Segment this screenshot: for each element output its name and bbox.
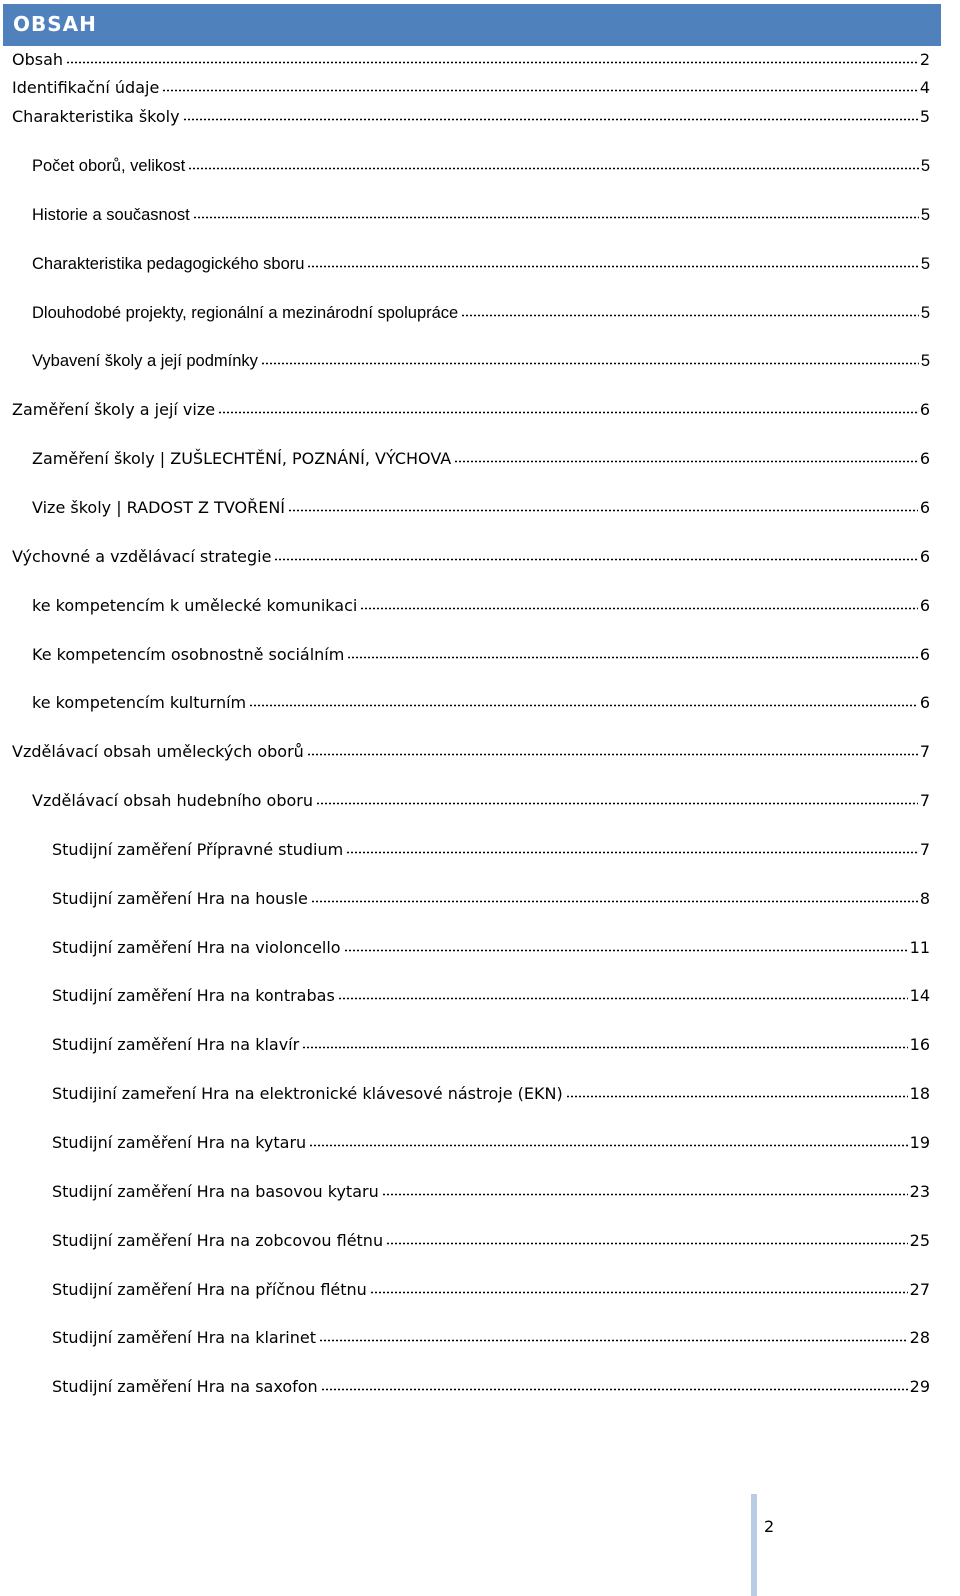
toc-entry[interactable] — [32, 348, 930, 374]
toc-entry-title: Výchovné a vzdělávací strategie — [12, 547, 272, 566]
toc-entry-page: 5 — [920, 255, 930, 273]
toc-dot-leader — [344, 948, 908, 952]
toc-entry-title: ke kompetencím k umělecké komunikaci — [32, 596, 358, 615]
toc-entry[interactable] — [52, 1374, 930, 1400]
toc-dot-leader — [162, 88, 918, 92]
toc-entry-title: Charakteristika školy — [12, 107, 180, 126]
toc-dot-leader — [274, 557, 917, 561]
toc-entry-title: Vzdělávací obsah uměleckých oborů — [12, 742, 304, 761]
toc-entry-page: 6 — [919, 498, 930, 517]
toc-dot-leader — [218, 410, 918, 414]
toc-entry-page: 6 — [919, 693, 930, 712]
toc-dot-leader — [316, 801, 918, 805]
toc-entry-title: Studijní zaměření Přípravné studium — [52, 840, 344, 859]
toc-entry[interactable] — [32, 593, 930, 619]
toc-dot-leader — [183, 117, 918, 121]
toc-dot-leader — [66, 60, 918, 64]
toc-entry-title: Zaměření školy | ZUŠLECHTĚNÍ, POZNÁNÍ, VÝCHOVA — [32, 449, 452, 468]
toc-entry-title: Studijní zaměření Hra na housle — [52, 889, 308, 908]
toc-entry-title: ke kompetencím kulturním — [32, 693, 247, 712]
toc-entry-page: 6 — [919, 645, 930, 664]
toc-entry[interactable] — [52, 1130, 930, 1156]
toc-entry-page: 25 — [909, 1231, 930, 1250]
toc-entry-title: Vybavení školy a její podmínky — [32, 352, 258, 370]
toc-dot-leader — [311, 899, 918, 903]
toc-entry-title: Studijní zaměření Hra na příčnou flétnu — [52, 1280, 367, 1299]
toc-entry-page: 28 — [909, 1328, 930, 1347]
toc-entry-page: 23 — [909, 1182, 930, 1201]
toc-entry[interactable] — [52, 1032, 930, 1058]
toc-dot-leader — [338, 996, 908, 1000]
toc-dot-leader — [309, 1143, 907, 1147]
toc-entry-page: 19 — [909, 1133, 930, 1152]
toc-entry[interactable] — [12, 104, 930, 130]
toc-dot-leader — [188, 166, 919, 170]
toc-entry[interactable] — [32, 446, 930, 472]
toc-dot-leader — [319, 1338, 908, 1342]
toc-entry-page: 5 — [920, 352, 930, 370]
toc-entry-page: 5 — [920, 157, 930, 175]
toc-entry-title: Historie a současnost — [32, 206, 190, 224]
toc-entry-page: 7 — [919, 742, 930, 761]
toc-dot-leader — [370, 1290, 908, 1294]
toc-entry-page: 2 — [919, 50, 930, 69]
toc-entry-title: Studijní zaměření Hra na kontrabas — [52, 986, 335, 1005]
toc-heading: OBSAH — [13, 12, 97, 36]
toc-entry[interactable] — [32, 690, 930, 716]
toc-entry-title: Studijní zaměření Hra na zobcovou flétnu — [52, 1231, 384, 1250]
toc-entry-title: Studijní zaměření Hra na basovou kytaru — [52, 1182, 379, 1201]
toc-dot-leader — [360, 606, 917, 610]
toc-dot-leader — [302, 1045, 907, 1049]
toc-dot-leader — [386, 1241, 908, 1245]
toc-dot-leader — [193, 215, 919, 219]
toc-entry-title: Charakteristika pedagogického sboru — [32, 255, 305, 273]
toc-entry-title: Studijní zaměření Hra na klarinet — [52, 1328, 316, 1347]
toc-entry[interactable] — [32, 153, 930, 179]
toc-entry-page: 5 — [920, 304, 930, 322]
toc-entry[interactable] — [32, 495, 930, 521]
toc-entry-page: 14 — [909, 986, 930, 1005]
toc-entry[interactable] — [52, 1228, 930, 1254]
toc-entry-page: 27 — [909, 1280, 930, 1299]
toc-entry[interactable] — [32, 202, 930, 228]
toc-entry[interactable] — [52, 1179, 930, 1205]
toc-entry[interactable] — [52, 1325, 930, 1351]
toc-dot-leader — [461, 313, 919, 317]
toc-entry-page: 5 — [919, 107, 930, 126]
toc-entry-title: Studijní zaměření Hra na saxofon — [52, 1377, 318, 1396]
toc-entry[interactable] — [52, 886, 930, 912]
toc-entry-page: 8 — [919, 889, 930, 908]
toc-entry[interactable] — [12, 47, 930, 73]
toc-entry-title: Studijiní zameření Hra na elektronické klávesové nástroje (EKN) — [52, 1084, 563, 1103]
toc-entry-page: 18 — [909, 1084, 930, 1103]
toc-entry[interactable] — [52, 983, 930, 1009]
toc-entry-page: 7 — [919, 840, 930, 859]
toc-entry-page: 29 — [909, 1377, 930, 1396]
toc-entry-title: Studijní zaměření Hra na klavír — [52, 1035, 300, 1054]
toc-entry-page: 7 — [919, 791, 930, 810]
toc-entry[interactable] — [52, 1081, 930, 1107]
toc-dot-leader — [566, 1094, 908, 1098]
toc-entry-page: 6 — [919, 547, 930, 566]
toc-dot-leader — [249, 703, 918, 707]
toc-entry-page: 6 — [919, 400, 930, 419]
toc-dot-leader — [307, 264, 918, 268]
toc-entry-title: Dlouhodobé projekty, regionální a mezinárodní spolupráce — [32, 304, 459, 322]
toc-entry-title: Vzdělávací obsah hudebního oboru — [32, 791, 313, 810]
toc-entry-title: Ke kompetencím osobnostně sociálním — [32, 645, 345, 664]
toc-entry[interactable] — [32, 251, 930, 277]
toc-entry[interactable] — [32, 642, 930, 668]
toc-entry[interactable] — [32, 300, 930, 326]
toc-dot-leader — [347, 655, 917, 659]
toc-entry[interactable] — [12, 739, 930, 765]
toc-dot-leader — [261, 361, 919, 365]
toc-entry[interactable] — [12, 544, 930, 570]
toc-entry-title: Počet oborů, velikost — [32, 157, 186, 175]
toc-entry-title: Obsah — [12, 50, 64, 69]
toc-dot-leader — [346, 850, 918, 854]
footer-page-number: 2 — [764, 1517, 775, 1536]
toc-entry-page: 5 — [920, 206, 930, 224]
toc-dot-leader — [307, 752, 918, 756]
toc-entry-page: 11 — [909, 938, 930, 957]
toc-entry-title: Vize školy | RADOST Z TVOŘENÍ — [32, 498, 285, 517]
toc-entry[interactable] — [12, 75, 930, 101]
toc-entry-page: 16 — [909, 1035, 930, 1054]
toc-entry[interactable] — [52, 1277, 930, 1303]
toc-entry-title: Studijní zaměření Hra na kytaru — [52, 1133, 307, 1152]
toc-entry-title: Identifikační údaje — [12, 78, 160, 97]
toc-entry-page: 6 — [919, 596, 930, 615]
toc-entry[interactable] — [52, 837, 930, 863]
toc-entry-page: 6 — [919, 449, 930, 468]
footer-accent-bar — [751, 1494, 757, 1596]
toc-dot-leader — [288, 508, 918, 512]
toc-entry[interactable] — [52, 935, 930, 961]
toc-dot-leader — [321, 1387, 908, 1391]
toc-dot-leader — [454, 459, 918, 463]
toc-entry[interactable] — [12, 397, 930, 423]
toc-entry-title: Studijní zaměření Hra na violoncello — [52, 938, 341, 957]
toc-entry-title: Zaměření školy a její vize — [12, 400, 216, 419]
toc-dot-leader — [382, 1192, 908, 1196]
toc-entry[interactable] — [32, 788, 930, 814]
toc-entry-page: 4 — [919, 78, 930, 97]
